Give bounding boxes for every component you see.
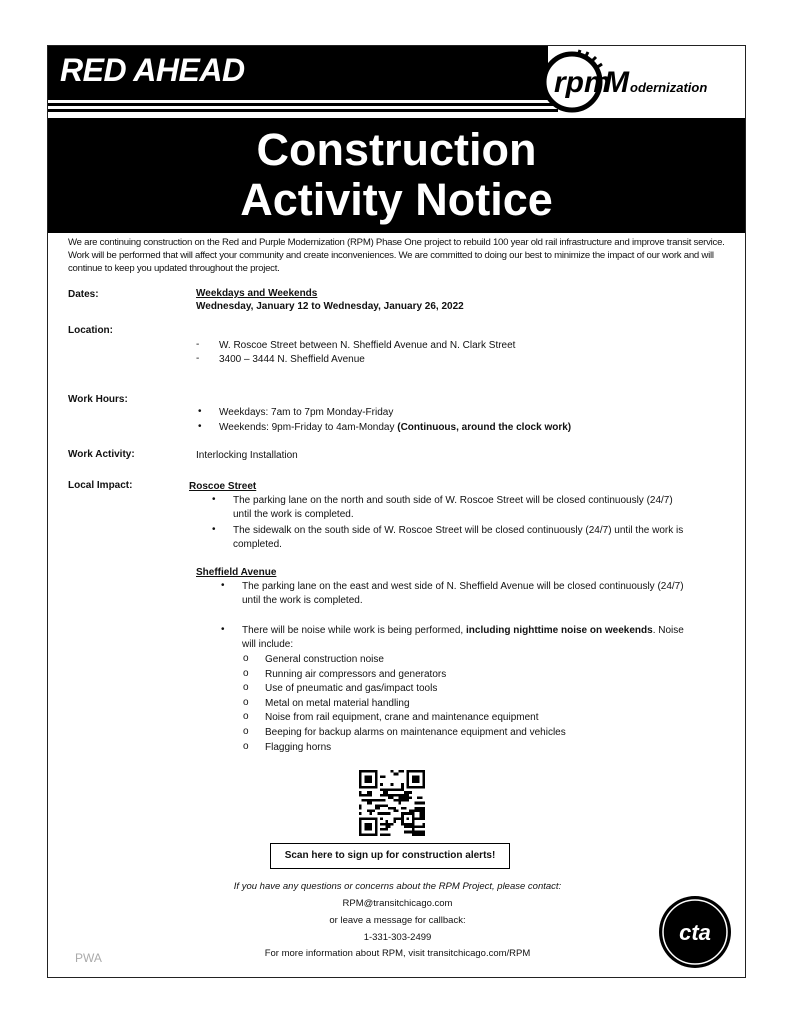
work-activity-label: Work Activity: xyxy=(68,449,135,460)
svg-text:M: M xyxy=(604,66,629,99)
rpm-wordmark: rpm xyxy=(554,66,611,99)
rpm-modernization-logo xyxy=(538,48,738,114)
location-item: 3400 – 3444 N. Sheffield Avenue xyxy=(219,354,365,365)
location-item: W. Roscoe Street between N. Sheffield Avenue and N. Clark Street xyxy=(219,340,516,351)
signup-box: Scan here to sign up for construction alerts! xyxy=(270,843,510,869)
roscoe-parking: The parking lane on the north and south side of W. Roscoe Street will be closed continuously (24/7) xyxy=(233,495,673,506)
local-impact-label: Local Impact: xyxy=(68,480,133,491)
contact-website: For more information about RPM, visit transitchicago.com/RPM xyxy=(264,948,531,959)
banner-stripe xyxy=(48,103,558,106)
sheffield-heading: Sheffield Avenue xyxy=(196,567,277,578)
sheffield-parking: The parking lane on the east and west side of N. Sheffield Avenue will be closed continuously (24/7) xyxy=(242,581,684,592)
noise-item: Noise from rail equipment, crane and maintenance equipment xyxy=(265,712,539,724)
noise-item: General construction noise xyxy=(265,654,384,665)
contact-email[interactable]: RPM@transitchicago.com xyxy=(342,898,453,909)
noise-item: Beeping for backup alarms on maintenance equipment and vehicles xyxy=(265,727,566,738)
red-ahead-logo: RED AHEAD xyxy=(60,52,245,88)
banner-stripe xyxy=(48,109,558,112)
work-activity-value: Interlocking Installation xyxy=(196,450,298,461)
contact-phone: 1-331-303-2499 xyxy=(363,932,432,943)
noise-item: Flagging horns xyxy=(265,741,332,753)
weekday-hours: Weekdays: 7am to 7pm Monday-Friday xyxy=(219,407,394,418)
cta-logo xyxy=(658,895,732,969)
notice-title: Construction Activity Notice xyxy=(48,118,745,233)
svg-text:odernization: odernization xyxy=(630,80,708,95)
noise-item: Use of pneumatic and gas/impact tools xyxy=(265,683,438,695)
location-label: Location: xyxy=(68,325,113,336)
noise-item: Running air compressors and generators xyxy=(265,668,447,680)
intro-paragraph: We are continuing construction on the Red and Purple Modernization (RPM) Phase One project to rebuild 100 year old rail infrastructure and improve transit service. Work will be performed that will affect your community and create inconveniences. We are committed to doing our best to minimize the impact of our work and will continue to keep you updated throughout the project. xyxy=(68,237,725,274)
dates-range: Wednesday, January 12 to Wednesday, January 26, 2022 xyxy=(196,301,464,312)
roscoe-heading: Roscoe Street xyxy=(189,481,257,492)
noise-notice: There will be noise while work is being performed, including nighttime noise on weekends. Noise xyxy=(242,625,684,636)
qr-code[interactable] xyxy=(359,770,425,836)
roscoe-sidewalk: The sidewalk on the south side of W. Roscoe Street will be closed continuously (24/7) until the work is xyxy=(233,525,684,536)
contact-intro: If you have any questions or concerns about the RPM Project, please contact: xyxy=(233,881,562,892)
footer-code: PWA xyxy=(75,951,102,965)
dates-heading: Weekdays and Weekends xyxy=(196,288,318,299)
contact-callback: or leave a message for callback: xyxy=(329,915,466,926)
weekend-hours: Weekends: 9pm-Friday to 4am-Monday (Continuous, around the clock work) xyxy=(219,422,572,433)
cta-wordmark: cta xyxy=(679,920,711,945)
noise-item: Metal on metal material handling xyxy=(265,697,410,709)
red-ahead-banner xyxy=(48,46,548,100)
dates-label: Dates: xyxy=(68,289,99,300)
work-hours-label: Work Hours: xyxy=(68,394,128,405)
